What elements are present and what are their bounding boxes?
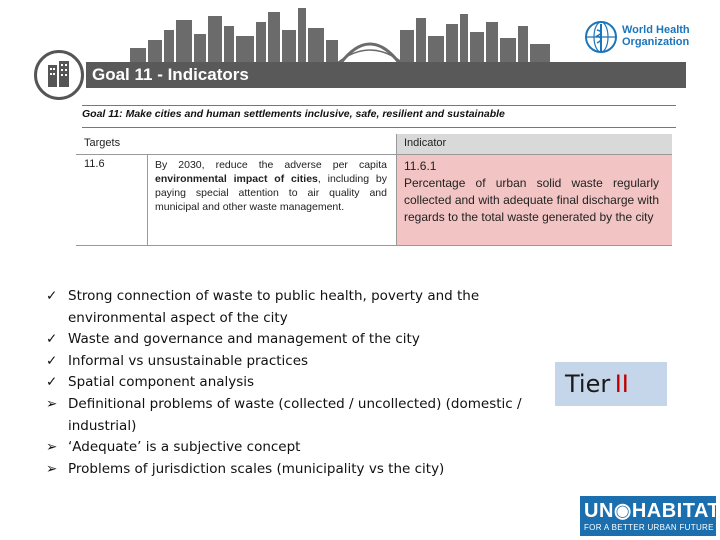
city-skyline-illustration bbox=[100, 0, 580, 64]
page-title: Goal 11 - Indicators bbox=[92, 65, 249, 84]
list-item-text: ‘Adequate’ is a subjective concept bbox=[68, 439, 301, 456]
check-icon: ✓ bbox=[46, 288, 58, 304]
who-emblem-icon bbox=[584, 20, 618, 54]
list-item bbox=[46, 437, 526, 459]
list-item-text: Problems of jurisdiction scales (municipality vs the city) bbox=[68, 460, 445, 477]
target-description bbox=[155, 158, 387, 214]
list-item-text: Strong connection of waste to public health, poverty and the environmental aspect of the city bbox=[68, 288, 480, 326]
table-divider bbox=[76, 154, 672, 155]
title-bar bbox=[86, 62, 686, 88]
table-header bbox=[76, 134, 672, 154]
who-logo bbox=[584, 18, 714, 58]
column-header-indicator: Indicator bbox=[404, 137, 447, 149]
target-text-pre: By 2030, reduce the adverse per capita bbox=[155, 159, 387, 171]
who-wordmark bbox=[622, 24, 690, 48]
city-goal-icon bbox=[34, 50, 84, 100]
list-item-text: Waste and governance and management of the city bbox=[68, 331, 420, 348]
key-points-list bbox=[46, 286, 526, 480]
indicator-description: Percentage of urban solid waste regularly collected and with adequate final discharge with regards to the total waste generated by the city bbox=[404, 176, 659, 224]
list-item bbox=[46, 372, 526, 394]
arrow-icon: ➢ bbox=[46, 395, 58, 412]
tier-word: Tier bbox=[565, 370, 611, 398]
target-text-post: , including by paying special attention to air quality and municipal and other waste management. bbox=[155, 173, 387, 213]
goal-rule-bottom bbox=[82, 127, 676, 128]
column-divider bbox=[147, 154, 148, 246]
unhabitat-wordmark: UN◉HABITAT bbox=[584, 500, 720, 522]
who-line-2: Organization bbox=[622, 36, 690, 48]
arrow-icon: ➢ bbox=[46, 460, 58, 477]
tier-level: II bbox=[614, 370, 629, 398]
list-item bbox=[46, 394, 526, 437]
list-item-text: Spatial component analysis bbox=[68, 374, 255, 391]
table-bottom-rule bbox=[76, 245, 672, 246]
buildings-icon bbox=[37, 53, 81, 97]
list-item-text: Informal vs unsustainable practices bbox=[68, 352, 309, 369]
target-text-bold: environmental impact of cities bbox=[155, 173, 318, 185]
list-item bbox=[46, 286, 526, 329]
column-divider bbox=[396, 134, 397, 246]
list-item bbox=[46, 459, 526, 481]
list-item bbox=[46, 329, 526, 351]
who-line-1: World Health bbox=[622, 24, 690, 36]
list-item bbox=[46, 351, 526, 373]
unhabitat-tagline: FOR A BETTER URBAN FUTURE bbox=[584, 523, 714, 532]
unhabitat-logo bbox=[580, 496, 720, 536]
tier-badge bbox=[555, 362, 667, 406]
goal-rule-top bbox=[82, 105, 676, 106]
arrow-icon: ➢ bbox=[46, 439, 58, 456]
check-icon: ✓ bbox=[46, 331, 58, 348]
check-icon: ✓ bbox=[46, 374, 58, 391]
target-number: 11.6 bbox=[84, 158, 105, 170]
check-icon: ✓ bbox=[46, 352, 58, 369]
column-header-targets: Targets bbox=[84, 137, 121, 149]
indicator-number: 11.6.1 bbox=[404, 159, 437, 173]
list-item-text: Definitional problems of waste (collected / uncollected) (domestic / industrial) bbox=[68, 395, 522, 434]
goal-statement: Goal 11: Make cities and human settlements inclusive, safe, resilient and sustainable bbox=[82, 108, 505, 120]
